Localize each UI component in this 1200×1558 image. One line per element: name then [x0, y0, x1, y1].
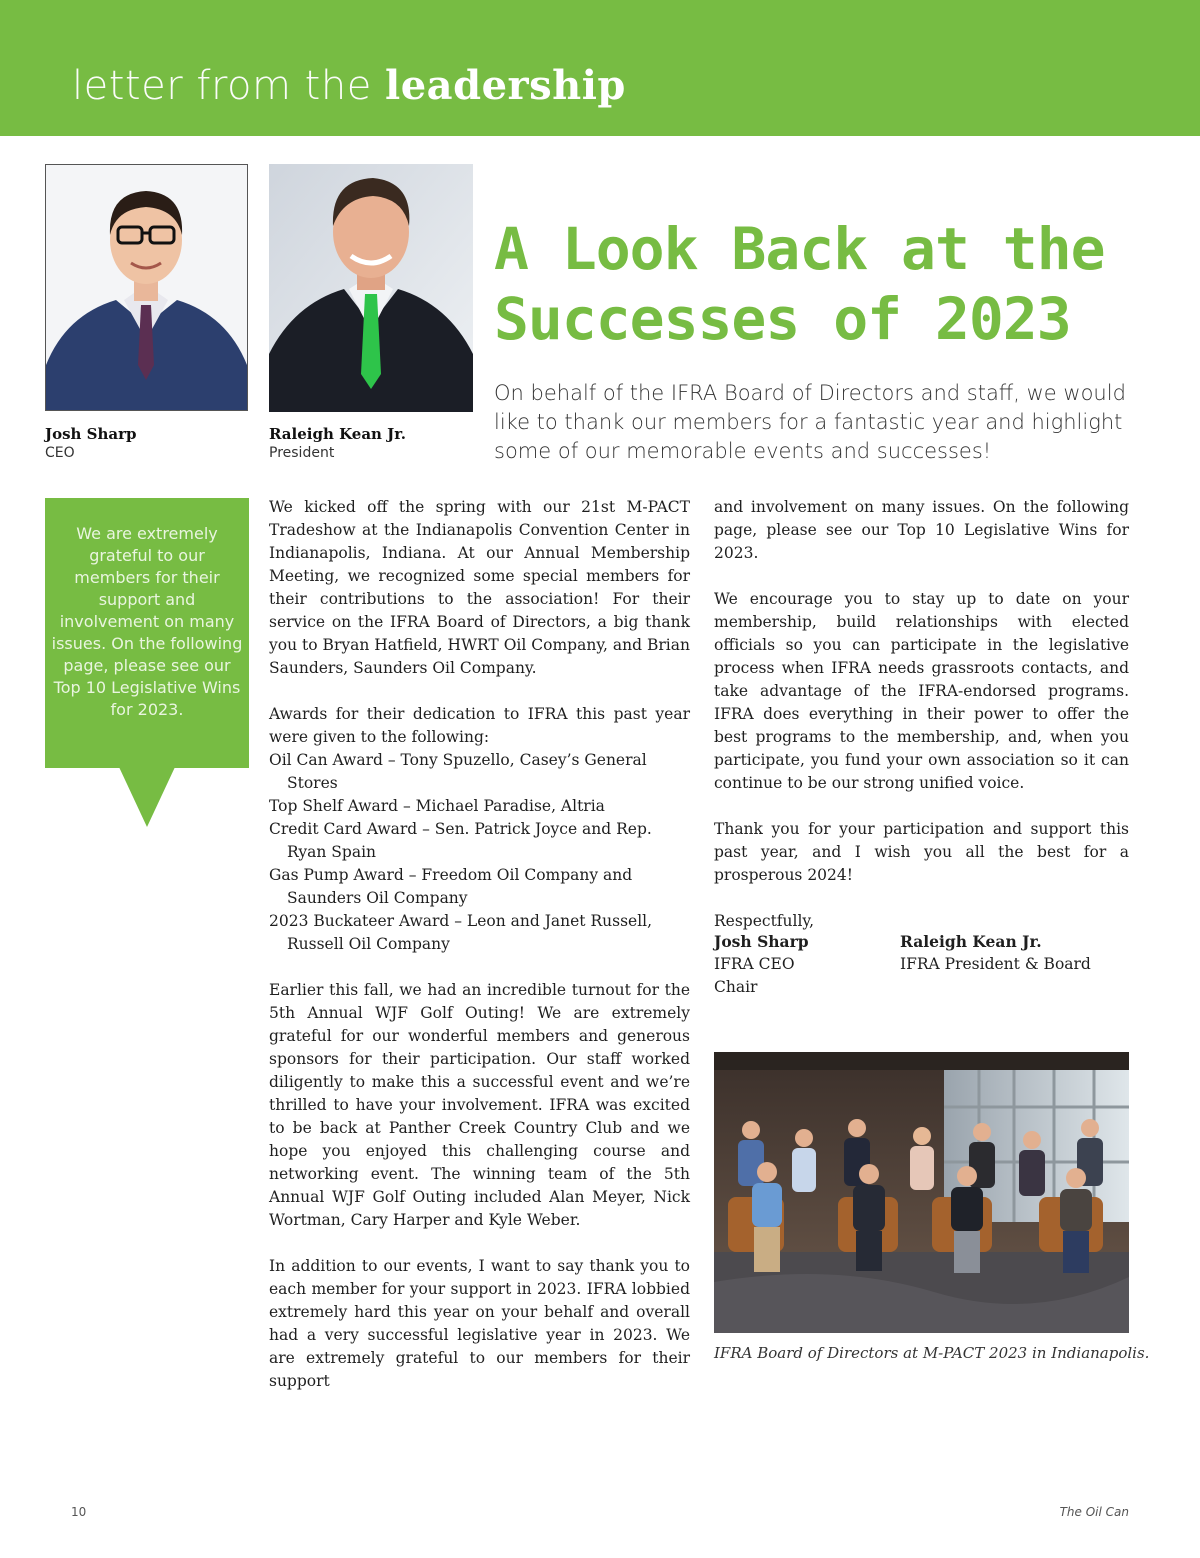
pull-quote-pointer	[119, 767, 175, 827]
article-headline	[494, 214, 1105, 354]
body-column-middle	[269, 496, 690, 1393]
award-item: Top Shelf Award – Michael Paradise, Altria	[269, 797, 605, 815]
award-item: Credit Card Award – Sen. Patrick Joyce and Rep. Ryan Spain	[269, 820, 652, 861]
body-paragraph: Awards for their dedication to IFRA this past year were given to the following:	[269, 705, 690, 746]
headline-line-2: Successes of 2023	[494, 285, 1071, 353]
raleigh-kean-photo	[269, 164, 473, 412]
board-group-photo	[714, 1052, 1129, 1333]
leader-name-josh: Josh Sharp	[45, 425, 137, 443]
award-item: 2023 Buckateer Award – Leon and Janet Russell, Russell Oil Company	[269, 912, 653, 953]
body-paragraph: We encourage you to stay up to date on your membership, build relationships with elected officials so you can participate in the legislative process when IFRA needs grassroots contacts, and take advantage of the IFRA-endorsed programs. IFRA does everything in their power to offer the best programs to the membership, and, when you participate, you fund your own association so it can continue to be our strong unified voice.	[714, 590, 1129, 792]
body-paragraph: Thank you for your participation and support this past year, and I wish you all the best for a prosperous 2024!	[714, 820, 1129, 884]
body-paragraph: and involvement on many issues. On the following page, please see our Top 10 Legislative Wins for 2023.	[714, 498, 1129, 562]
photo-caption: IFRA Board of Directors at M-PACT 2023 in Indianapolis.	[714, 1344, 1150, 1362]
article-intro: On behalf of the IFRA Board of Directors and staff, we would like to thank our members for a fantastic year and highlight some of our memorable events and successes!	[494, 381, 1126, 463]
section-title-bold: leadership	[385, 62, 626, 109]
signature-josh	[714, 930, 894, 999]
signature-raleigh	[900, 930, 1129, 976]
publication-name: The Oil Can	[1059, 1505, 1129, 1519]
pull-quote-text: We are extremely grateful to our members for their support and involvement on many issues. On the following page, please see our Top 10 Legislative Wins for 2023.	[51, 524, 243, 719]
award-item: Oil Can Award – Tony Spuzello, Casey’s General Stores	[269, 751, 647, 792]
page-number: 10	[71, 1505, 87, 1519]
leader-name-raleigh: Raleigh Kean Jr.	[269, 425, 407, 443]
body-paragraph: In addition to our events, I want to say thank you to each member for your support in 2023. IFRA lobbied extremely hard this year on your behalf and overall had a very successful legislative year in 2023. We are extremely grateful to our members for their support	[269, 1257, 690, 1390]
section-title	[72, 62, 626, 109]
signature-title: IFRA President & Board	[900, 955, 1091, 973]
award-item: Gas Pump Award – Freedom Oil Company and Saunders Oil Company	[269, 866, 633, 907]
leader-title-josh: CEO	[45, 445, 75, 461]
signature-name: Raleigh Kean Jr.	[900, 932, 1042, 951]
signature-title-cont: Chair	[714, 978, 758, 996]
section-title-prefix: letter from the	[72, 63, 372, 109]
closing-line: Respectfully,	[714, 912, 815, 930]
signature-name: Josh Sharp	[714, 932, 809, 951]
body-paragraph: We kicked off the spring with our 21st M-PACT Tradeshow at the Indianapolis Convention Center in Indianapolis, Indiana. At our Annual Membership Meeting, we recognized some special members for their contributions to the association! For their service on the IFRA Board of Directors, a big thank you to Bryan Hatfield, HWRT Oil Company, and Brian Saunders, Saunders Oil Company.	[269, 498, 690, 677]
body-column-right	[714, 496, 1129, 933]
body-paragraph: Earlier this fall, we had an incredible turnout for the 5th Annual WJF Golf Outing! We are extremely grateful for our wonderful members and generous sponsors for their participation. Our staff worked diligently to make this a successful event and we’re thrilled to have your involvement. IFRA was excited to be back at Panther Creek Country Club and we hope you enjoyed this challenging course and networking event. The winning team of the 5th Annual WJF Golf Outing included Alan Meyer, Nick Wortman, Cary Harper and Kyle Weber.	[269, 981, 690, 1229]
headline-line-1: A Look Back at the	[494, 215, 1105, 283]
josh-sharp-photo	[45, 164, 248, 411]
leader-title-raleigh: President	[269, 445, 335, 461]
signature-title: IFRA CEO	[714, 955, 795, 973]
